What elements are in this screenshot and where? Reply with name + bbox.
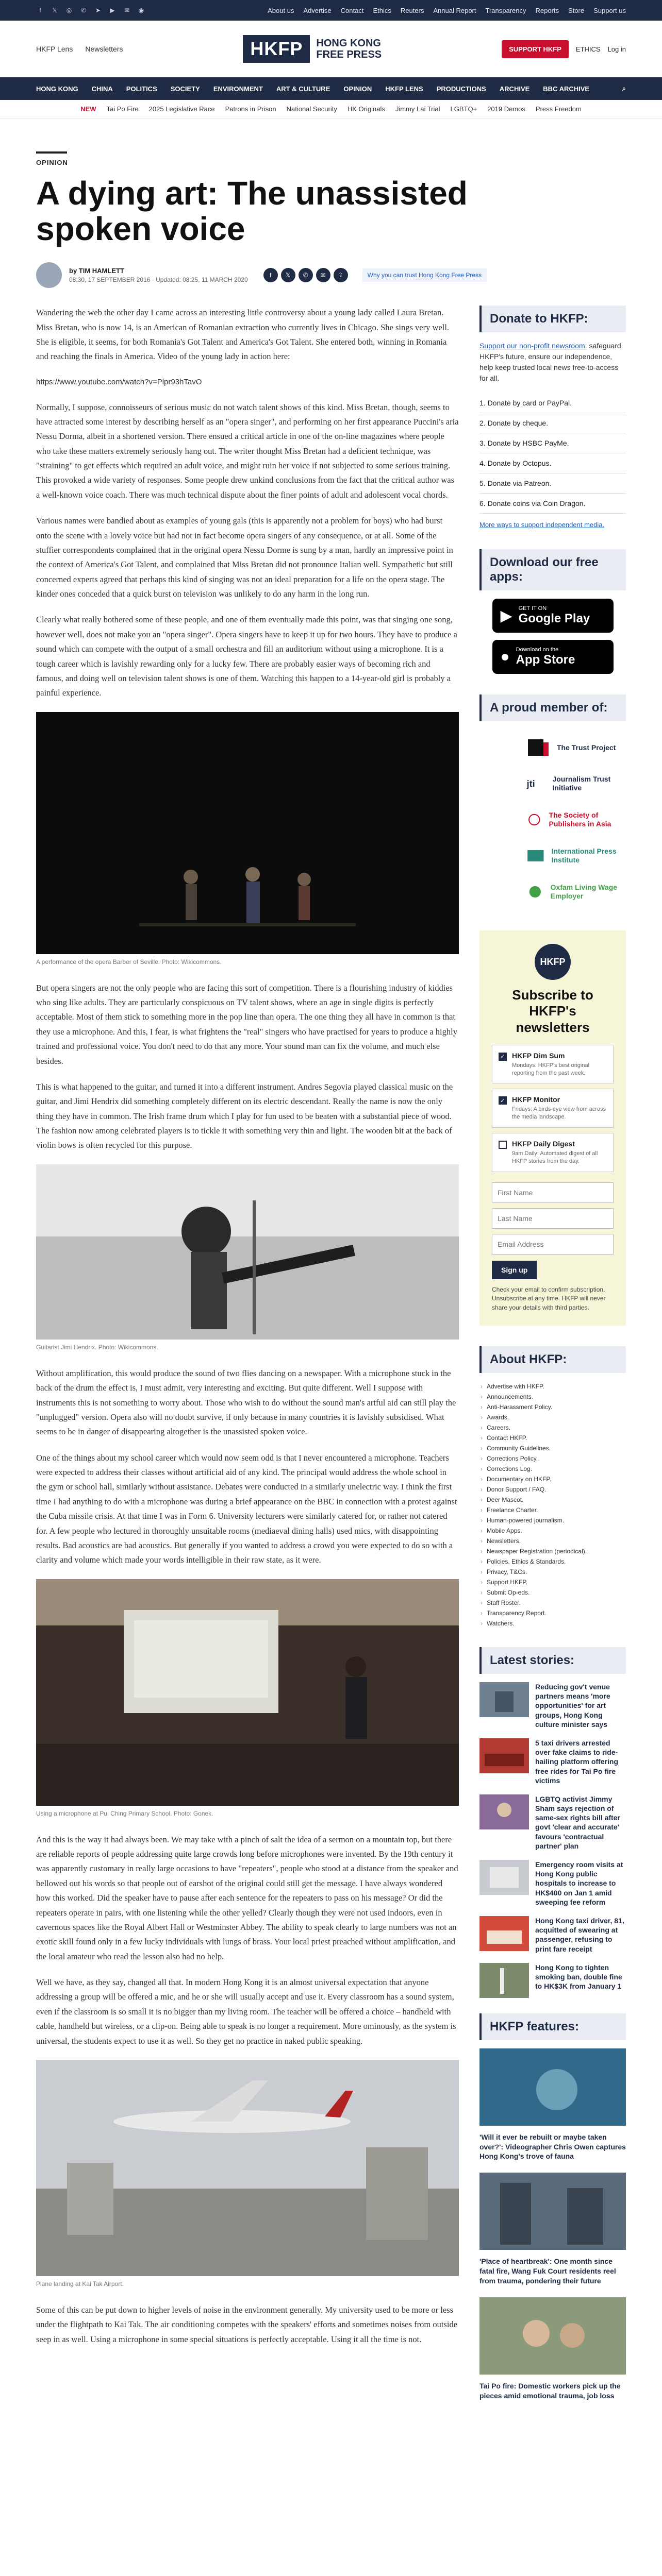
- newsletter-name: HKFP Monitor: [512, 1095, 560, 1104]
- header-link[interactable]: HKFP Lens: [36, 45, 73, 53]
- donate-method[interactable]: 2. Donate by cheque.: [479, 413, 626, 433]
- section-label[interactable]: OPINION: [36, 159, 68, 166]
- twitter-icon[interactable]: 𝕏: [281, 268, 295, 282]
- paragraph: This is what happened to the guitar, and turned it into a different instrument. Andres Segovia played classical music on the guitar, and Jimi Hendrix did something completely different on its electric descendant. Really the name is now the only thing they have in common. The Irish frame drum which I play for fun used to be beaten with a substantial piece of wood. The fashion now among celebrated players is to tickle it with something very thin and light. The wooden bit at the back of violin bows is often recycled for this purpose.: [36, 1081, 453, 1150]
- top-links: [268, 7, 626, 14]
- nav-item[interactable]: OPINION: [343, 84, 372, 93]
- paragraph: One of the things about my school career which would now seem odd is that I never encountered a microphone. Teachers were expected to address their classes without artificial aid of any kind. The principal would address the whole school in the gym or school hall, similarly without assistance. Debates were conducted in a similarly unelectric way. I think the first time I had anything to do with a microphone was during a brief appearance on the BBC in connection with a protest against the Cuba missile crisis. At that time I was in Form 6. University lecturers were similarly catered for, or rather not catered for. A few people who lectured in thoroughly unsuitable rooms (mediaeval dining halls) used mics, with disappointing results. Bad acoustics are bad acoustics. But generally if you wanted to address a crowd you were expected to do so with a clarity and volume which made your words intelligible in their raw state, as it were.: [36, 1452, 457, 1565]
- ticker-item[interactable]: LGBTQ+: [450, 105, 477, 113]
- ipi-logo: [526, 845, 545, 866]
- story-thumbnail: [479, 1682, 529, 1717]
- email-icon[interactable]: ✉: [316, 268, 330, 282]
- figure-classroom: [36, 1579, 459, 1817]
- app-store-button[interactable]: [492, 640, 614, 674]
- member-name: Journalism Trust Initiative: [552, 775, 611, 792]
- top-link[interactable]: About us: [268, 6, 294, 14]
- app-store-small: Download on the: [516, 647, 559, 653]
- email-field[interactable]: [492, 1234, 614, 1255]
- story-title: LGBTQ activist Jimmy Sham says rejection of same-sex rights bill after govt 'clear and accurate' favours 'contractual partner' plan: [535, 1794, 620, 1850]
- top-link[interactable]: Advertise: [303, 6, 332, 14]
- about-link[interactable]: › Advertise with HKFP.: [479, 1381, 626, 1392]
- donate-method[interactable]: 6. Donate coins via Coin Dragon.: [479, 494, 626, 514]
- nav-item[interactable]: ENVIRONMENT: [213, 84, 263, 93]
- nav-item[interactable]: HKFP LENS: [385, 84, 423, 93]
- story-thumbnail: [479, 1794, 529, 1829]
- newsletter-option-dimsum[interactable]: [492, 1045, 614, 1084]
- donate-method[interactable]: 4. Donate by Octopus.: [479, 453, 626, 473]
- member-sopa[interactable]: [479, 802, 626, 838]
- figure-kaitak: [36, 2060, 459, 2287]
- share-buttons: [263, 268, 348, 282]
- newsletter-desc: 9am Daily: Automated digest of all HKFP stories from the day.: [512, 1150, 598, 1164]
- member-jti[interactable]: [479, 766, 626, 802]
- search-icon[interactable]: ⌕: [622, 84, 626, 92]
- about-links: [479, 1381, 626, 1629]
- header-link[interactable]: Newsletters: [85, 45, 123, 53]
- ticker-item[interactable]: Patrons in Prison: [225, 105, 276, 113]
- nav-item[interactable]: SOCIETY: [170, 84, 200, 93]
- ticker-item[interactable]: Jimmy Lai Trial: [395, 105, 440, 113]
- donate-intro-text: safeguard HKFP's future, ensure our independence, help keep trusted local news free-to-access for all.: [479, 342, 621, 383]
- ticker-item[interactable]: HK Originals: [347, 105, 385, 113]
- support-button[interactable]: SUPPORT HKFP: [502, 40, 569, 58]
- about-link[interactable]: › Staff Roster.: [479, 1598, 626, 1608]
- svg-text:jti: jti: [526, 778, 535, 789]
- about-link[interactable]: › Corrections Policy.: [479, 1453, 626, 1464]
- instagram-icon[interactable]: ◎: [66, 7, 72, 14]
- nav-item[interactable]: CHINA: [91, 84, 113, 93]
- about-link[interactable]: › Privacy, T&Cs.: [479, 1567, 626, 1577]
- latest-story[interactable]: [479, 1963, 626, 1998]
- site-header: [0, 21, 662, 77]
- donate-intro-link[interactable]: Support our non-profit newsroom:: [479, 342, 587, 350]
- story-thumbnail: [479, 1963, 529, 1998]
- last-name-field[interactable]: [492, 1208, 614, 1229]
- member-heading: A proud member of:: [479, 694, 626, 721]
- sopa-logo: [526, 809, 543, 830]
- logo-line-1: HONG KONG: [316, 38, 381, 49]
- sign-up-button[interactable]: Sign up: [492, 1261, 537, 1279]
- twitter-icon[interactable]: 𝕏: [52, 7, 57, 14]
- about-link[interactable]: › Careers.: [479, 1422, 626, 1433]
- logo-mark: HKFP: [243, 35, 310, 63]
- story-thumbnail: [479, 1860, 529, 1895]
- checkbox-checked[interactable]: ✓: [499, 1096, 507, 1105]
- newsletter-note: Check your email to confirm subscription. Unsubscribe at any time. HKFP will never share your details with third parties.: [492, 1285, 606, 1311]
- opera-photo: [36, 712, 459, 954]
- whatsapp-icon[interactable]: ✆: [80, 7, 87, 14]
- latest-stories: [479, 1682, 626, 1998]
- oxfam-logo: [526, 882, 544, 902]
- newsletter-logo: HKFP: [535, 944, 571, 980]
- paragraph: Without amplification, this would produce the sound of two flies dancing on a newspaper. With a microphone stuck in the back of the drum the effect is, I must admit, very interesting and exciting. But quite different. Well I suppose with instruments this is not something to worry about. Those who wish to do without the sound man's artful aid can still play the "unplugged" version. Opera also will no doubt survive, if only because in many countries it is lavishly subsidised. What seems to be in danger of disappearing altogether is the unassisted spoken voice.: [36, 1368, 456, 1437]
- top-link[interactable]: Reports: [535, 6, 559, 14]
- google-play-button[interactable]: [492, 599, 614, 633]
- donate-method[interactable]: 1. Donate by card or PayPal.: [479, 393, 626, 413]
- topic-ticker: [0, 100, 662, 118]
- top-link[interactable]: Reuters: [400, 6, 424, 14]
- latest-story[interactable]: [479, 1682, 626, 1729]
- video-link[interactable]: https://www.youtube.com/watch?v=Plpr93hTavO: [36, 377, 202, 386]
- byline-text: [69, 267, 248, 283]
- about-link[interactable]: › Mobile Apps.: [479, 1526, 626, 1536]
- feature-title: 'Will it ever be rebuilt or maybe taken over?': Videographer Chris Owen captures Hong Kong's trove of fauna: [479, 2132, 626, 2161]
- telegram-icon[interactable]: ➤: [95, 7, 101, 14]
- ticker-item[interactable]: Press Freedom: [535, 105, 582, 113]
- newsletter-desc: Fridays: A birds-eye view from across the media landscape.: [512, 1106, 606, 1121]
- about-link[interactable]: › Deer Mascot.: [479, 1495, 626, 1505]
- ticker-item[interactable]: Tai Po Fire: [106, 105, 139, 113]
- article-title: A dying art: The unassisted spoken voice: [36, 175, 468, 248]
- google-play-small: GET IT ON: [518, 605, 547, 612]
- ticker-item[interactable]: 2019 Demos: [487, 105, 525, 113]
- google-play-big: Google Play: [518, 612, 590, 626]
- header-right: [502, 40, 626, 58]
- figure-caption: A performance of the opera Barber of Seville. Photo: Wikicommons.: [36, 958, 222, 965]
- top-link[interactable]: Support us: [593, 6, 626, 14]
- header-left-links: [36, 45, 123, 53]
- ethics-link[interactable]: ETHICS: [575, 45, 601, 53]
- figure-hendrix: [36, 1164, 459, 1351]
- publish-dates: 08:30, 17 SEPTEMBER 2016 · Updated: 08:25, 11 MARCH 2020: [69, 276, 248, 284]
- newsletter-option-text: [512, 1052, 607, 1077]
- paragraph: Some of this can be put down to higher levels of noise in the environment generally. My university used to be more or less under the flightpath to Kai Tak. The air conditioning competes with the speakers' efforts and sometimes noises from outside seep in as well. Using a microphone in some special situations is perfectly acceptable. Using it all the time is not.: [36, 2304, 458, 2344]
- nav-item[interactable]: POLITICS: [126, 84, 157, 93]
- story-title: Hong Kong to tighten smoking ban, double fine to HK$3K from January 1: [535, 1963, 622, 1991]
- author-name[interactable]: by TIM HAMLETT: [69, 267, 124, 275]
- nav-item[interactable]: PRODUCTIONS: [436, 84, 486, 93]
- ticker-item[interactable]: National Security: [286, 105, 337, 113]
- paragraph: Normally, I suppose, connoisseurs of serious music do not watch talent shows of this kind. Miss Bretan, though, seems to have attracted some interest by describing herself as an "opera singer", and performing on her first appearance Puccini's aria Nessu Dorma, albeit in a shortened version. There ensued a critical article in one of the on-line magazines where people who take these matters extremely seriously hang out. The writer thought Miss Bretan had a deficient technique, was "straining" to get effects which required an adult voice, and might ruin her voice if not subjected to some serious training. This provoked a wide variety of responses. Some people drew unkind conclusions from the fact that the critical author was a well-known voice coach. There was much technical dispute about the finer points of adult and adolescent vocal chords.: [36, 402, 459, 500]
- about-link[interactable]: › Submit Op-eds.: [479, 1587, 626, 1598]
- google-play-icon: ▶: [500, 607, 512, 624]
- latest-story[interactable]: [479, 1738, 626, 1785]
- feature-title: Tai Po fire: Domestic workers pick up the pieces amid emotional trauma, job loss: [479, 2382, 621, 2400]
- story-thumbnail: [479, 1916, 529, 1951]
- site-logo[interactable]: [243, 35, 382, 63]
- logo-wordmark: [316, 38, 382, 60]
- top-link[interactable]: Ethics: [373, 6, 391, 14]
- top-link[interactable]: Contact: [340, 6, 364, 14]
- feature-image: [479, 2173, 626, 2250]
- story-thumbnail: [479, 1738, 529, 1773]
- about-link[interactable]: › Freelance Charter.: [479, 1505, 626, 1515]
- feature-title: 'Place of heartbreak': One month since fatal fire, Wang Fuk Court residents reel from trauma, pondering their future: [479, 2257, 616, 2285]
- nav-item[interactable]: HONG KONG: [36, 84, 78, 93]
- feature-image: [479, 2297, 626, 2375]
- about-link[interactable]: › Corrections Log.: [479, 1464, 626, 1474]
- trust-project-logo: [526, 737, 551, 758]
- login-link[interactable]: Log in: [607, 45, 626, 53]
- whatsapp-icon[interactable]: ✆: [299, 268, 313, 282]
- latest-story[interactable]: [479, 1916, 626, 1954]
- about-link[interactable]: › Human-powered journalism.: [479, 1515, 626, 1526]
- app-store-big: App Store: [516, 653, 575, 667]
- jti-logo: [526, 773, 546, 794]
- about-link[interactable]: › Announcements.: [479, 1392, 626, 1402]
- member-name: The Trust Project: [557, 743, 616, 752]
- trust-link[interactable]: Why you can trust Hong Kong Free Press: [362, 268, 487, 282]
- checkbox-unchecked[interactable]: [499, 1141, 507, 1149]
- newsletter-option-monitor[interactable]: [492, 1089, 614, 1128]
- about-link[interactable]: › Transparency Report.: [479, 1608, 626, 1618]
- sidebar: [479, 306, 626, 2412]
- newsletter-option-text: [512, 1140, 607, 1165]
- apple-icon: ●: [500, 648, 510, 666]
- donate-intro: [479, 341, 626, 384]
- feature-story[interactable]: [479, 2173, 626, 2286]
- about-link[interactable]: › Support HKFP.: [479, 1577, 626, 1587]
- about-link[interactable]: › Newsletters.: [479, 1536, 626, 1546]
- story-title: Reducing gov't venue partners means 'more opportunities' for art groups, Hong Kong culture minister says: [535, 1683, 610, 1728]
- latest-story[interactable]: [479, 1794, 626, 1851]
- figure-opera: [36, 712, 459, 965]
- google-play-text: [519, 605, 590, 626]
- nav-item[interactable]: BBC ARCHIVE: [543, 84, 590, 93]
- newsletter-option-text: [512, 1095, 607, 1121]
- donate-heading: Donate to HKFP:: [479, 306, 626, 332]
- about-heading: About HKFP:: [479, 1346, 626, 1373]
- donate-method[interactable]: 3. Donate by HSBC PayMe.: [479, 433, 626, 453]
- article-header: [0, 151, 662, 288]
- checkbox-checked[interactable]: ✓: [499, 1053, 507, 1061]
- about-link[interactable]: › Awards.: [479, 1412, 626, 1422]
- story-title: 5 taxi drivers arrested over fake claims to ride-hailing platform offering free rides for Tai Po fire victims: [535, 1738, 618, 1785]
- app-store-text: [516, 647, 575, 667]
- top-link[interactable]: Store: [568, 6, 585, 14]
- nav-item[interactable]: ARCHIVE: [499, 84, 530, 93]
- about-link[interactable]: › Policies, Ethics & Standards.: [479, 1556, 626, 1567]
- about-link[interactable]: › Newspaper Registration (periodical).: [479, 1546, 626, 1556]
- latest-heading: Latest stories:: [479, 1647, 626, 1674]
- paragraph: Wandering the web the other day I came across an interesting little controversy about a young lady called Laura Bretan. Miss Bretan, who is now 14, is an American of Romanian extraction who currently lives in Chicago. She sings very well. She is eligible, it seems, for both Romania's Got Talent and America's Got Talent. She entered both, winning in Romania and reaching the finals in America. Video of the young lady in action here:: [36, 308, 450, 362]
- donate-method[interactable]: 5. Donate via Patreon.: [479, 473, 626, 494]
- feature-story[interactable]: [479, 2297, 626, 2401]
- facebook-icon[interactable]: f: [39, 7, 41, 14]
- member-trust-project[interactable]: [479, 730, 626, 766]
- top-utility-bar: [0, 0, 662, 21]
- member-ipi[interactable]: [479, 838, 626, 874]
- apps-heading: Download our free apps:: [479, 549, 626, 590]
- latest-story[interactable]: [479, 1860, 626, 1907]
- rss-icon[interactable]: ◉: [138, 7, 144, 14]
- newsletter-option-digest[interactable]: [492, 1133, 614, 1172]
- features-heading: HKFP features:: [479, 2013, 626, 2040]
- donate-methods: [479, 393, 626, 514]
- newsletter-name: HKFP Daily Digest: [512, 1140, 575, 1148]
- ticker-item[interactable]: 2025 Legislative Race: [148, 105, 215, 113]
- kaitak-photo: [36, 2060, 459, 2276]
- hendrix-photo: [36, 1164, 459, 1340]
- share-icon[interactable]: ⇪: [334, 268, 348, 282]
- social-links: [36, 6, 145, 14]
- newsletter-title: Subscribe to HKFP's newsletters: [512, 987, 593, 1035]
- top-link[interactable]: Transparency: [485, 6, 526, 14]
- ticker-new-badge: NEW: [80, 105, 96, 113]
- email-icon[interactable]: ✉: [124, 7, 130, 14]
- newsletter-box: [479, 930, 626, 1326]
- byline: [36, 262, 626, 288]
- article-body: [36, 306, 459, 2412]
- paragraph: Various names were bandied about as examples of young gals (this is apparently not a problem for boys) who had burst onto the scene with a lovely voice but had not in fact become opera singers of any consequence, or at all. Some of the stuffier correspondents complained that in the original opera Nessu Dorme is sung by a man, hardly an impressive point in the context of America's Got Talent, and complained that Miss Bretan did not pronounce Italian well. Sympathetic but still concerned experts agreed that perhaps this kind of singing was not an ideal preparation for a life on the opera stage. The kinder ones conceded that a quick burst on television was unlikely to do any harm in the long run.: [36, 516, 453, 599]
- member-name: International Press Institute: [551, 847, 617, 865]
- about-link[interactable]: › Watchers.: [479, 1618, 626, 1629]
- feature-story[interactable]: [479, 2048, 626, 2162]
- first-name-field[interactable]: [492, 1182, 614, 1203]
- classroom-photo: [36, 1579, 459, 1806]
- about-link[interactable]: › Documentary on HKFP.: [479, 1474, 626, 1484]
- about-link[interactable]: › Contact HKFP.: [479, 1433, 626, 1443]
- top-link[interactable]: Annual Report: [433, 6, 476, 14]
- about-link[interactable]: › Community Guidelines.: [479, 1443, 626, 1453]
- figure-caption: Plane landing at Kai Tak Airport.: [36, 2280, 124, 2287]
- youtube-icon[interactable]: ▶: [110, 7, 115, 14]
- member-oxfam[interactable]: [479, 874, 626, 910]
- paragraph: And this is the way it had always been. We may take with a pinch of salt the idea of a sermon on a mountain top, but there are reliable reports of people addressing quite large crowds long before microphones were invented. By the 19th century it was apparently customary in really large occasions to have "repeaters", people who stood at a distance from the speaker and bellowed out his words so that people out of earshot of the original could still get the message. I have always wondered how this worked. Did the speaker have to pause after each sentence for the repeaters to pass on his message? Or did the repeaters operate in pairs, with one listening while the other yelled? Clearly though they were not used indoors, even in cavernous spaces like the Royal Albert Hall or Westminster Abbey. The ability to speak clearly to large numbers was not an exotic skill found only in a few lucky individuals with lungs of brass. Your local priest preached without amplification, and the local amateur who read the lesson also had no help.: [36, 1834, 458, 1961]
- about-link[interactable]: › Donor Support / FAQ.: [479, 1484, 626, 1495]
- paragraph: But opera singers are not the only people who are facing this sort of competition. There is a flourishing industry of kiddies who sing like adults. They are particularly conspicuous on TV talent shows, where an age in single digits is perfectly acceptable. Most of them stick to something more in the pop line than opera. The one thing they all have in common is that they use a microphone. And this, I fear, is what frightens the "real" singers who have practised for years to produce a highly trained and professional voice. You don't need to do that any more. Your sound man can fix the volume, and much else besides.: [36, 982, 457, 1066]
- more-ways-link[interactable]: More ways to support independent media.: [479, 521, 605, 529]
- paragraph: Clearly what really bothered some of these people, and one of them eventually made this point, was that singing one song, however well, does not make you an "opera singer". Opera singers have to keep it up for two hours. They have to produce a sound which can compete with the output of a small orchestra and fill an auditorium without using a microphone. It is a tough career which is lavishly rewarding only for a lucky few. There are probably easier ways of becoming rich and famous, and doing well on television talent shows is one of them. Watching this happen to a 14-year-old girl is probably a painful experience.: [36, 615, 457, 698]
- story-title: Emergency room visits at Hong Kong public hospitals to increase to HK$400 on Jan 1 amid sweeping fee reform: [535, 1860, 623, 1906]
- story-title: Hong Kong taxi driver, 81, acquitted of swearing at passenger, refusing to print fare receipt: [535, 1916, 624, 1953]
- main-nav: [0, 77, 662, 100]
- nav-item[interactable]: ART & CULTURE: [276, 84, 330, 93]
- logo-line-2: FREE PRESS: [316, 49, 382, 60]
- newsletter-desc: Mondays: HKFP's best original reporting from the past week.: [512, 1062, 590, 1076]
- facebook-icon[interactable]: f: [263, 268, 278, 282]
- feature-image: [479, 2048, 626, 2126]
- member-name: The Society of Publishers in Asia: [549, 811, 611, 828]
- figure-caption: Using a microphone at Pui Ching Primary School. Photo: Gonek.: [36, 1809, 213, 1817]
- page-layout: [0, 306, 662, 2412]
- newsletter-name: HKFP Dim Sum: [512, 1051, 565, 1060]
- about-link[interactable]: › Anti-Harassment Policy.: [479, 1402, 626, 1412]
- figure-caption: Guitarist Jimi Hendrix. Photo: Wikicommons.: [36, 1343, 158, 1351]
- section-rule: [36, 151, 67, 154]
- paragraph: Well we have, as they say, changed all that. In modern Hong Kong it is an almost universal expectation that anyone addressing a group will be offered a mic, and he or she will usually accept and use it. Every classroom has a sound system, even if the classroom is so small it is no bigger than my living room. The teacher will be offered a choice – handheld with cable, handheld but wireless, or a clip-on. Being able to speak is no longer a requirement. More ominously, as the system is universal, the students expect to use it as well. So they get no practice in naked public speaking.: [36, 1977, 456, 2046]
- author-avatar: [36, 262, 62, 288]
- member-name: Oxfam Living Wage Employer: [550, 883, 618, 901]
